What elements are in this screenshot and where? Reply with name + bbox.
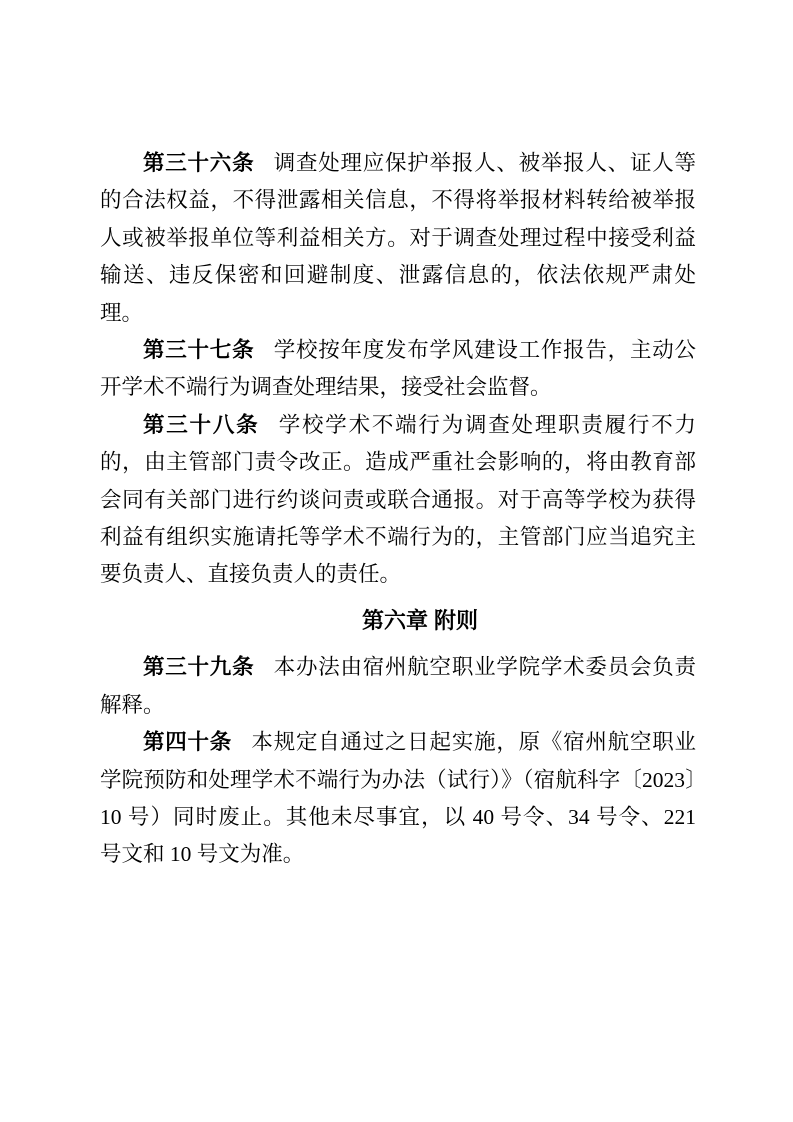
article-40-number: 第四十条 — [143, 730, 233, 755]
article-37-number: 第三十七条 — [143, 338, 255, 363]
article-37-text: 学校按年度发布学风建设工作报告，主动公开学术不端行为调查处理结果，接受社会监督。 — [100, 338, 696, 400]
article-39-number: 第三十九条 — [143, 655, 255, 680]
article-38-text: 学校学术不端行为调查处理职责履行不力的，由主管部门责令改正。造成严重社会影响的，将由教育部会同有关部门进行约谈问责或联合通报。对于高等学校为获得利益有组织实施请托等学术不端行为的，主管部门应当追究主要负责人、直接负责人的责任。 — [100, 412, 696, 587]
article-36-paragraph — [100, 145, 696, 332]
article-37-paragraph — [100, 332, 696, 407]
article-40-paragraph — [100, 724, 696, 874]
chapter-heading: 第六章 附则 — [361, 607, 479, 633]
article-38-paragraph — [100, 407, 696, 594]
article-36-text: 调查处理应保护举报人、被举报人、证人等的合法权益，不得泄露相关信息，不得将举报材料转给被举报人或被举报单位等利益相关方。对于调查处理过程中接受利益输送、违反保密和回避制度、泄露信息的，依法依规严肃处理。 — [100, 151, 696, 325]
article-38-number: 第三十八条 — [143, 412, 260, 437]
page-content — [100, 145, 696, 874]
article-36-number: 第三十六条 — [143, 151, 255, 175]
article-39-paragraph — [100, 649, 696, 724]
article-39-text: 本办法由宿州航空职业学院学术委员会负责解释。 — [100, 655, 696, 717]
article-40-text: 本规定自通过之日起实施，原《宿州航空职业学院预防和处理学术不端行为办法（试行）》（宿航科字〔2023〕10 号）同时废止。其他未尽事宜，以 40 号令、34 号令、221 号文和 10 号文为准。 — [100, 730, 696, 867]
